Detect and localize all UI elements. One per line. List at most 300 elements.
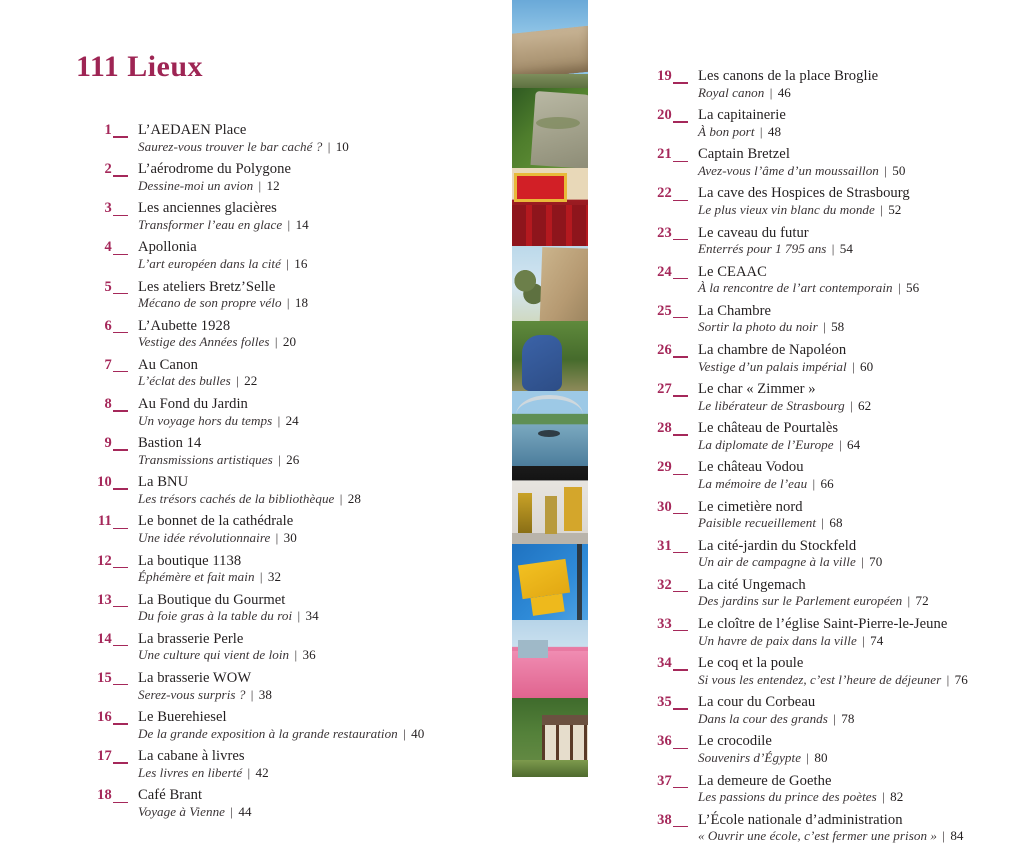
toc-entry[interactable]: [74, 670, 474, 703]
subtitle-separator: |: [766, 84, 776, 100]
toc-entry-page-number: 10: [335, 138, 349, 154]
toc-entry[interactable]: [74, 318, 474, 351]
toc-entry[interactable]: [634, 655, 1024, 688]
toc-entry-subtitle: [138, 257, 474, 272]
subtitle-separator: |: [819, 319, 830, 335]
subtitle-separator: |: [399, 725, 410, 741]
toc-entry-subtitle-text: La mémoire de l’eau: [698, 476, 808, 492]
toc-entry[interactable]: [74, 553, 474, 586]
toc-entry[interactable]: [634, 499, 1024, 532]
toc-entry-row: [634, 812, 1024, 845]
toc-entry-row: [634, 303, 1024, 336]
number-rule-icon: [673, 513, 688, 514]
toc-entry[interactable]: [74, 357, 474, 390]
subtitle-separator: |: [809, 476, 819, 492]
toc-entry-page-number: 76: [954, 671, 968, 687]
toc-entry-subtitle-text: Souvenirs d’Égypte: [698, 750, 802, 766]
toc-entry-title: Les ateliers Bretz’Selle: [138, 278, 276, 295]
toc-entry-page-number: 80: [814, 750, 828, 766]
toc-entry-texts: [112, 200, 474, 233]
toc-entry[interactable]: [634, 342, 1024, 375]
toc-entry-texts: [672, 694, 1024, 727]
toc-entry-page-number: 58: [831, 319, 845, 335]
toc-entry-number: 36: [634, 733, 672, 750]
toc-entry-subtitle-text: Si vous les entendez, c’est l’heure de déjeuner: [698, 671, 942, 687]
toc-entry-number: 31: [634, 538, 672, 555]
toc-entry-number: 1: [74, 122, 112, 139]
toc-entry-page-number: 18: [294, 295, 309, 311]
toc-entry-subtitle-text: Royal canon: [698, 84, 765, 100]
toc-entry-subtitle-text: Une culture qui vient de loin: [138, 647, 290, 663]
toc-entry-number: 18: [74, 787, 112, 804]
subtitle-separator: |: [803, 750, 813, 766]
toc-entry-subtitle: [698, 751, 1024, 766]
toc-entry-subtitle: [698, 360, 1024, 375]
number-rule-icon: [113, 410, 128, 411]
toc-entry-subtitle: [138, 570, 474, 585]
toc-entry-subtitle-text: À bon port: [698, 123, 755, 139]
toc-entry-row: [74, 396, 474, 429]
number-rule-icon: [113, 567, 128, 568]
toc-entry-subtitle-text: Des jardins sur le Parlement européen: [698, 593, 903, 609]
toc-entry-row: [634, 381, 1024, 414]
toc-entry-subtitle: [698, 555, 1024, 570]
subtitle-separator: |: [904, 593, 914, 609]
toc-entry-title: La cour du Corbeau: [698, 694, 816, 711]
subtitle-separator: |: [876, 202, 887, 218]
toc-entry-subtitle: [138, 648, 474, 663]
toc-entry-texts: [672, 303, 1024, 336]
toc-entry-title: Le Buerehiesel: [138, 709, 227, 726]
toc-entry-subtitle: [138, 766, 474, 781]
toc-entry-number: 11: [74, 513, 112, 530]
toc-entry-row: [634, 773, 1024, 806]
toc-entry-page-number: 84: [950, 828, 964, 844]
toc-entry-number: 32: [634, 577, 672, 594]
toc-entry-texts: [112, 357, 474, 390]
toc-entry-texts: [112, 787, 474, 820]
subtitle-separator: |: [274, 412, 284, 428]
toc-entry-page-number: 60: [860, 358, 874, 374]
toc-entry-row: [634, 655, 1024, 688]
toc-entry-texts: [112, 748, 474, 781]
toc-entry-subtitle: [138, 688, 474, 703]
subtitle-separator: |: [336, 490, 346, 506]
toc-entry[interactable]: [634, 303, 1024, 336]
toc-entry[interactable]: [634, 577, 1024, 610]
number-rule-icon: [673, 200, 688, 201]
toc-entry[interactable]: [74, 122, 474, 155]
toc-entry-page-number: 42: [255, 764, 269, 780]
toc-entry-title: Le cimetière nord: [698, 498, 803, 515]
toc-entry-subtitle: [138, 609, 474, 624]
toc-entry-number: 38: [634, 812, 672, 829]
toc-entry-subtitle: [698, 516, 1024, 531]
toc-entry-title: La demeure de Goethe: [698, 772, 832, 789]
toc-entry-texts: [672, 773, 1024, 806]
toc-entry-subtitle-text: Les trésors cachés de la bibliothèque: [138, 490, 335, 506]
toc-entry-title: La Boutique du Gourmet: [138, 591, 286, 608]
toc-entry-row: [634, 264, 1024, 297]
number-rule-icon: [113, 215, 128, 216]
toc-column-right: [634, 68, 1024, 851]
toc-entry-subtitle-text: Mécano de son propre vélo: [138, 295, 282, 311]
toc-entry-texts: [672, 577, 1024, 610]
toc-entry-subtitle-text: Une idée révolutionnaire: [138, 530, 271, 546]
number-rule-icon: [673, 708, 688, 709]
toc-entry-row: [634, 577, 1024, 610]
toc-entry-texts: [112, 279, 474, 312]
toc-entry-title: Le coq et la poule: [698, 655, 804, 672]
toc-entry-subtitle-text: « Ouvrir une école, c’est fermer une prison »: [698, 828, 937, 844]
toc-entry-subtitle: [138, 374, 474, 389]
toc-entry-subtitle-text: Dans la cour des grands: [698, 710, 828, 726]
toc-entry-row: [74, 709, 474, 742]
toc-entry-number: 37: [634, 773, 672, 790]
toc-entry-number: 21: [634, 146, 672, 163]
subtitle-separator: |: [256, 569, 266, 585]
toc-entry-texts: [672, 225, 1024, 258]
toc-entry-page-number: 34: [305, 608, 319, 624]
subtitle-separator: |: [294, 608, 304, 624]
toc-entry-number: 23: [634, 225, 672, 242]
toc-entry-page-number: 14: [295, 216, 309, 232]
toc-entry-row: [634, 694, 1024, 727]
subtitle-separator: |: [938, 828, 949, 844]
number-rule-icon: [113, 645, 128, 646]
toc-entry-subtitle: [698, 477, 1024, 492]
toc-entry-subtitle: [138, 492, 474, 507]
toc-entry-title: Le cloître de l’église Saint-Pierre-le-Jeune: [698, 615, 948, 632]
toc-entry-number: 20: [634, 107, 672, 124]
number-rule-icon: [673, 161, 688, 162]
toc-entry-texts: [112, 435, 474, 468]
number-rule-icon: [673, 748, 688, 749]
toc-entry[interactable]: [74, 631, 474, 664]
toc-entry-number: 28: [634, 420, 672, 437]
toc-entry-subtitle: [698, 712, 1024, 727]
number-rule-icon: [113, 528, 128, 529]
toc-entry-page-number: 70: [869, 554, 883, 570]
toc-entry-row: [634, 225, 1024, 258]
toc-entry[interactable]: [74, 474, 474, 507]
toc-entry[interactable]: [634, 146, 1024, 179]
number-rule-icon: [673, 356, 688, 357]
toc-entry[interactable]: [74, 748, 474, 781]
number-rule-icon: [113, 371, 128, 372]
toc-entry-number: 5: [74, 279, 112, 296]
toc-entry-title: La cave des Hospices de Strasbourg: [698, 185, 910, 202]
toc-entry-subtitle-text: Le plus vieux vin blanc du monde: [698, 202, 875, 218]
toc-entry-row: [634, 342, 1024, 375]
toc-entry-texts: [112, 474, 474, 507]
toc-entry-texts: [672, 68, 1024, 101]
toc-entry-row: [634, 185, 1024, 218]
toc-entry-row: [74, 631, 474, 664]
toc-entry-subtitle: [698, 829, 1024, 844]
toc-entry[interactable]: [634, 68, 1024, 101]
toc-entry-title: L’AEDAEN Place: [138, 122, 247, 138]
toc-entry-title: Café Brant: [138, 787, 203, 804]
toc-entry-page-number: 32: [267, 569, 282, 585]
number-rule-icon: [113, 293, 128, 294]
toc-entry-number: 12: [74, 553, 112, 570]
toc-entry-subtitle-text: L’éclat des bulles: [138, 373, 231, 389]
toc-entry-row: [74, 239, 474, 272]
toc-entry-texts: [112, 513, 474, 546]
toc-entry-number: 7: [74, 357, 112, 374]
toc-entry-row: [74, 513, 474, 546]
toc-entry-title: Au Canon: [138, 356, 198, 373]
toc-entry[interactable]: [74, 200, 474, 233]
toc-entry-subtitle: [138, 531, 474, 546]
toc-entry-page-number: 44: [238, 804, 252, 820]
toc-entry-title: La brasserie Perle: [138, 630, 244, 647]
subtitle-separator: |: [878, 789, 889, 805]
toc-entry-subtitle-text: Vestige d’un palais impérial: [698, 358, 847, 374]
toc-entry-number: 35: [634, 694, 672, 711]
toc-entry-texts: [112, 396, 474, 429]
toc-entry-texts: [112, 709, 474, 742]
toc-entry[interactable]: [634, 733, 1024, 766]
toc-entry-row: [634, 146, 1024, 179]
toc-entry[interactable]: [74, 513, 474, 546]
subtitle-separator: |: [283, 295, 293, 311]
toc-entry-subtitle-text: Du foie gras à la table du roi: [138, 608, 293, 624]
number-rule-icon: [113, 802, 128, 803]
toc-entry-subtitle-text: Un air de campagne à la ville: [698, 554, 856, 570]
toc-entry-row: [74, 357, 474, 390]
toc-entry[interactable]: [634, 107, 1024, 140]
toc-entry-row: [634, 68, 1024, 101]
toc-entry-title: La cité-jardin du Stockfeld: [698, 537, 857, 554]
toc-entry-subtitle-text: Les livres en liberté: [138, 764, 243, 780]
subtitle-separator: |: [835, 436, 845, 452]
toc-entry[interactable]: [74, 787, 474, 820]
toc-entry-title: L’École nationale d’administration: [698, 811, 903, 828]
number-rule-icon: [673, 239, 688, 240]
toc-entry-subtitle: [698, 164, 1024, 179]
toc-entry-texts: [672, 812, 1024, 845]
toc-entry-page-number: 52: [888, 202, 902, 218]
subtitle-separator: |: [880, 162, 891, 178]
toc-entry-subtitle-text: Saurez-vous trouver le bar caché ?: [138, 138, 323, 154]
toc-entry-texts: [672, 459, 1024, 492]
toc-entry-page-number: 66: [820, 476, 834, 492]
toc-entry-subtitle: [698, 399, 1024, 414]
subtitle-separator: |: [846, 397, 857, 413]
toc-entry[interactable]: [74, 161, 474, 194]
toc-entry-subtitle: [698, 320, 1024, 335]
toc-entry[interactable]: [634, 694, 1024, 727]
subtitle-separator: |: [272, 530, 282, 546]
toc-entry[interactable]: [74, 435, 474, 468]
toc-entry[interactable]: [74, 279, 474, 312]
toc-entry[interactable]: [634, 773, 1024, 806]
number-rule-icon: [673, 82, 688, 83]
toc-entry-page-number: 74: [870, 632, 884, 648]
toc-entry-row: [74, 435, 474, 468]
toc-entry-subtitle: [698, 634, 1024, 649]
toc-entry-texts: [112, 553, 474, 586]
toc-entry-subtitle: [698, 594, 1024, 609]
toc-entry-title: Le char « Zimmer »: [698, 381, 816, 398]
toc-entry-row: [74, 318, 474, 351]
toc-entry-subtitle-text: Voyage à Vienne: [138, 804, 226, 820]
toc-entry-subtitle: [698, 125, 1024, 140]
toc-entry-subtitle: [698, 203, 1024, 218]
toc-entry-title: Les anciennes glacières: [138, 200, 277, 217]
toc-entry[interactable]: [634, 538, 1024, 571]
toc-entry-subtitle: [138, 218, 474, 233]
toc-entry[interactable]: [634, 185, 1024, 218]
toc-entry-page-number: 12: [266, 177, 280, 193]
toc-entry-page-number: 16: [294, 256, 308, 272]
toc-entry-texts: [672, 342, 1024, 375]
number-rule-icon: [113, 488, 128, 489]
toc-entry-subtitle-text: Transmissions artistiques: [138, 451, 273, 467]
toc-entry-texts: [672, 499, 1024, 532]
number-rule-icon: [673, 787, 688, 788]
toc-entry-title: Captain Bretzel: [698, 146, 790, 163]
toc-entry-subtitle: [138, 140, 474, 155]
toc-entry-row: [74, 787, 474, 820]
toc-entry-title: Au Fond du Jardin: [138, 395, 248, 412]
subtitle-separator: |: [848, 358, 859, 374]
toc-entry-row: [74, 122, 474, 155]
toc-entry-texts: [112, 122, 474, 155]
toc-entry-subtitle-text: Paisible recueillement: [698, 515, 817, 531]
toc-entry-row: [74, 474, 474, 507]
toc-entry-title: La brasserie WOW: [138, 669, 252, 686]
toc-entry-subtitle-text: Serez-vous surpris ?: [138, 686, 246, 702]
number-rule-icon: [673, 669, 688, 670]
toc-entry-title: L’Aubette 1928: [138, 317, 231, 334]
toc-entry-page-number: 24: [285, 412, 299, 428]
toc-entry-number: 8: [74, 396, 112, 413]
toc-entry-texts: [672, 146, 1024, 179]
toc-column-left: [74, 122, 474, 827]
toc-entry-subtitle-text: Avez-vous l’âme d’un moussaillon: [698, 162, 879, 178]
photo-stone-face: [512, 88, 588, 168]
toc-entry-row: [74, 748, 474, 781]
toc-entry-texts: [112, 239, 474, 272]
subtitle-separator: |: [858, 632, 869, 648]
toc-entry-title: La cité Ungemach: [698, 576, 806, 593]
toc-entry-texts: [672, 733, 1024, 766]
toc-entry-title: Le CEAAC: [698, 263, 767, 280]
toc-entry[interactable]: [634, 459, 1024, 492]
toc-entry-texts: [112, 631, 474, 664]
toc-entry-title: Bastion 14: [138, 435, 202, 452]
toc-entry[interactable]: [634, 616, 1024, 649]
toc-entry-subtitle-text: De la grande exposition à la grande restauration: [138, 725, 398, 741]
subtitle-separator: |: [291, 647, 301, 663]
number-rule-icon: [113, 606, 128, 607]
toc-entry-texts: [672, 381, 1024, 414]
subtitle-separator: |: [818, 515, 828, 531]
toc-entry-page-number: 50: [892, 162, 906, 178]
toc-entry-number: 30: [634, 499, 672, 516]
toc-entry-title: Le bonnet de la cathédrale: [138, 513, 294, 530]
number-rule-icon: [673, 278, 688, 279]
subtitle-separator: |: [255, 177, 265, 193]
toc-entry-page-number: 38: [258, 686, 272, 702]
toc-entry[interactable]: [634, 225, 1024, 258]
toc-entry-page-number: 64: [846, 436, 861, 452]
toc-entry-subtitle-text: Transformer l’eau en glace: [138, 216, 283, 232]
toc-entry-page-number: 82: [890, 789, 904, 805]
toc-entry-page-number: 68: [829, 515, 843, 531]
toc-entry-subtitle: [138, 179, 474, 194]
subtitle-separator: |: [324, 138, 334, 154]
subtitle-separator: |: [284, 216, 294, 232]
toc-entry-page-number: 40: [411, 725, 425, 741]
subtitle-separator: |: [828, 241, 838, 257]
toc-entry-texts: [672, 420, 1024, 453]
toc-entry-title: Le crocodile: [698, 733, 772, 750]
toc-entry-page-number: 30: [283, 530, 297, 546]
toc-entry[interactable]: [74, 396, 474, 429]
toc-entry[interactable]: [634, 420, 1024, 453]
toc-entry-page-number: 78: [841, 710, 855, 726]
toc-entry-title: La boutique 1138: [138, 552, 242, 569]
toc-entry-subtitle-text: L’art européen dans la cité: [138, 256, 281, 272]
subtitle-separator: |: [857, 554, 868, 570]
number-rule-icon: [113, 723, 128, 724]
toc-entry-number: 9: [74, 435, 112, 452]
photo-museum: [512, 466, 588, 544]
toc-entry-row: [634, 459, 1024, 492]
toc-entry-row: [634, 733, 1024, 766]
toc-entry-page-number: 56: [905, 280, 920, 296]
number-rule-icon: [673, 474, 688, 475]
toc-entry[interactable]: [634, 264, 1024, 297]
toc-entry-number: 27: [634, 381, 672, 398]
toc-entry[interactable]: [74, 239, 474, 272]
toc-entry[interactable]: [634, 812, 1024, 845]
toc-entry-texts: [672, 107, 1024, 140]
toc-entry-page-number: 22: [244, 373, 258, 389]
photo-house: [512, 698, 588, 777]
toc-entry-title: La chambre de Napoléon: [698, 341, 847, 358]
photo-pink: [512, 620, 588, 698]
toc-entry-row: [634, 499, 1024, 532]
toc-entry-row: [74, 592, 474, 625]
number-rule-icon: [673, 630, 688, 631]
toc-entry[interactable]: [74, 592, 474, 625]
toc-entry-subtitle: [138, 727, 474, 742]
toc-entry-number: 17: [74, 748, 112, 765]
subtitle-separator: |: [829, 710, 840, 726]
toc-entry-number: 13: [74, 592, 112, 609]
number-rule-icon: [673, 826, 688, 827]
toc-entry[interactable]: [74, 709, 474, 742]
number-rule-icon: [113, 175, 128, 176]
toc-entry[interactable]: [634, 381, 1024, 414]
toc-entry-texts: [672, 655, 1024, 688]
page-title: 111 Lieux: [76, 50, 204, 83]
subtitle-separator: |: [244, 764, 254, 780]
toc-entry-number: 24: [634, 264, 672, 281]
subtitle-separator: |: [894, 280, 904, 296]
toc-entry-subtitle-text: Un havre de paix dans la ville: [698, 632, 857, 648]
toc-entry-texts: [112, 318, 474, 351]
toc-entry-subtitle: [698, 438, 1024, 453]
toc-entry-subtitle: [698, 790, 1024, 805]
toc-entry-title: La cabane à livres: [138, 748, 245, 765]
toc-entry-number: 26: [634, 342, 672, 359]
